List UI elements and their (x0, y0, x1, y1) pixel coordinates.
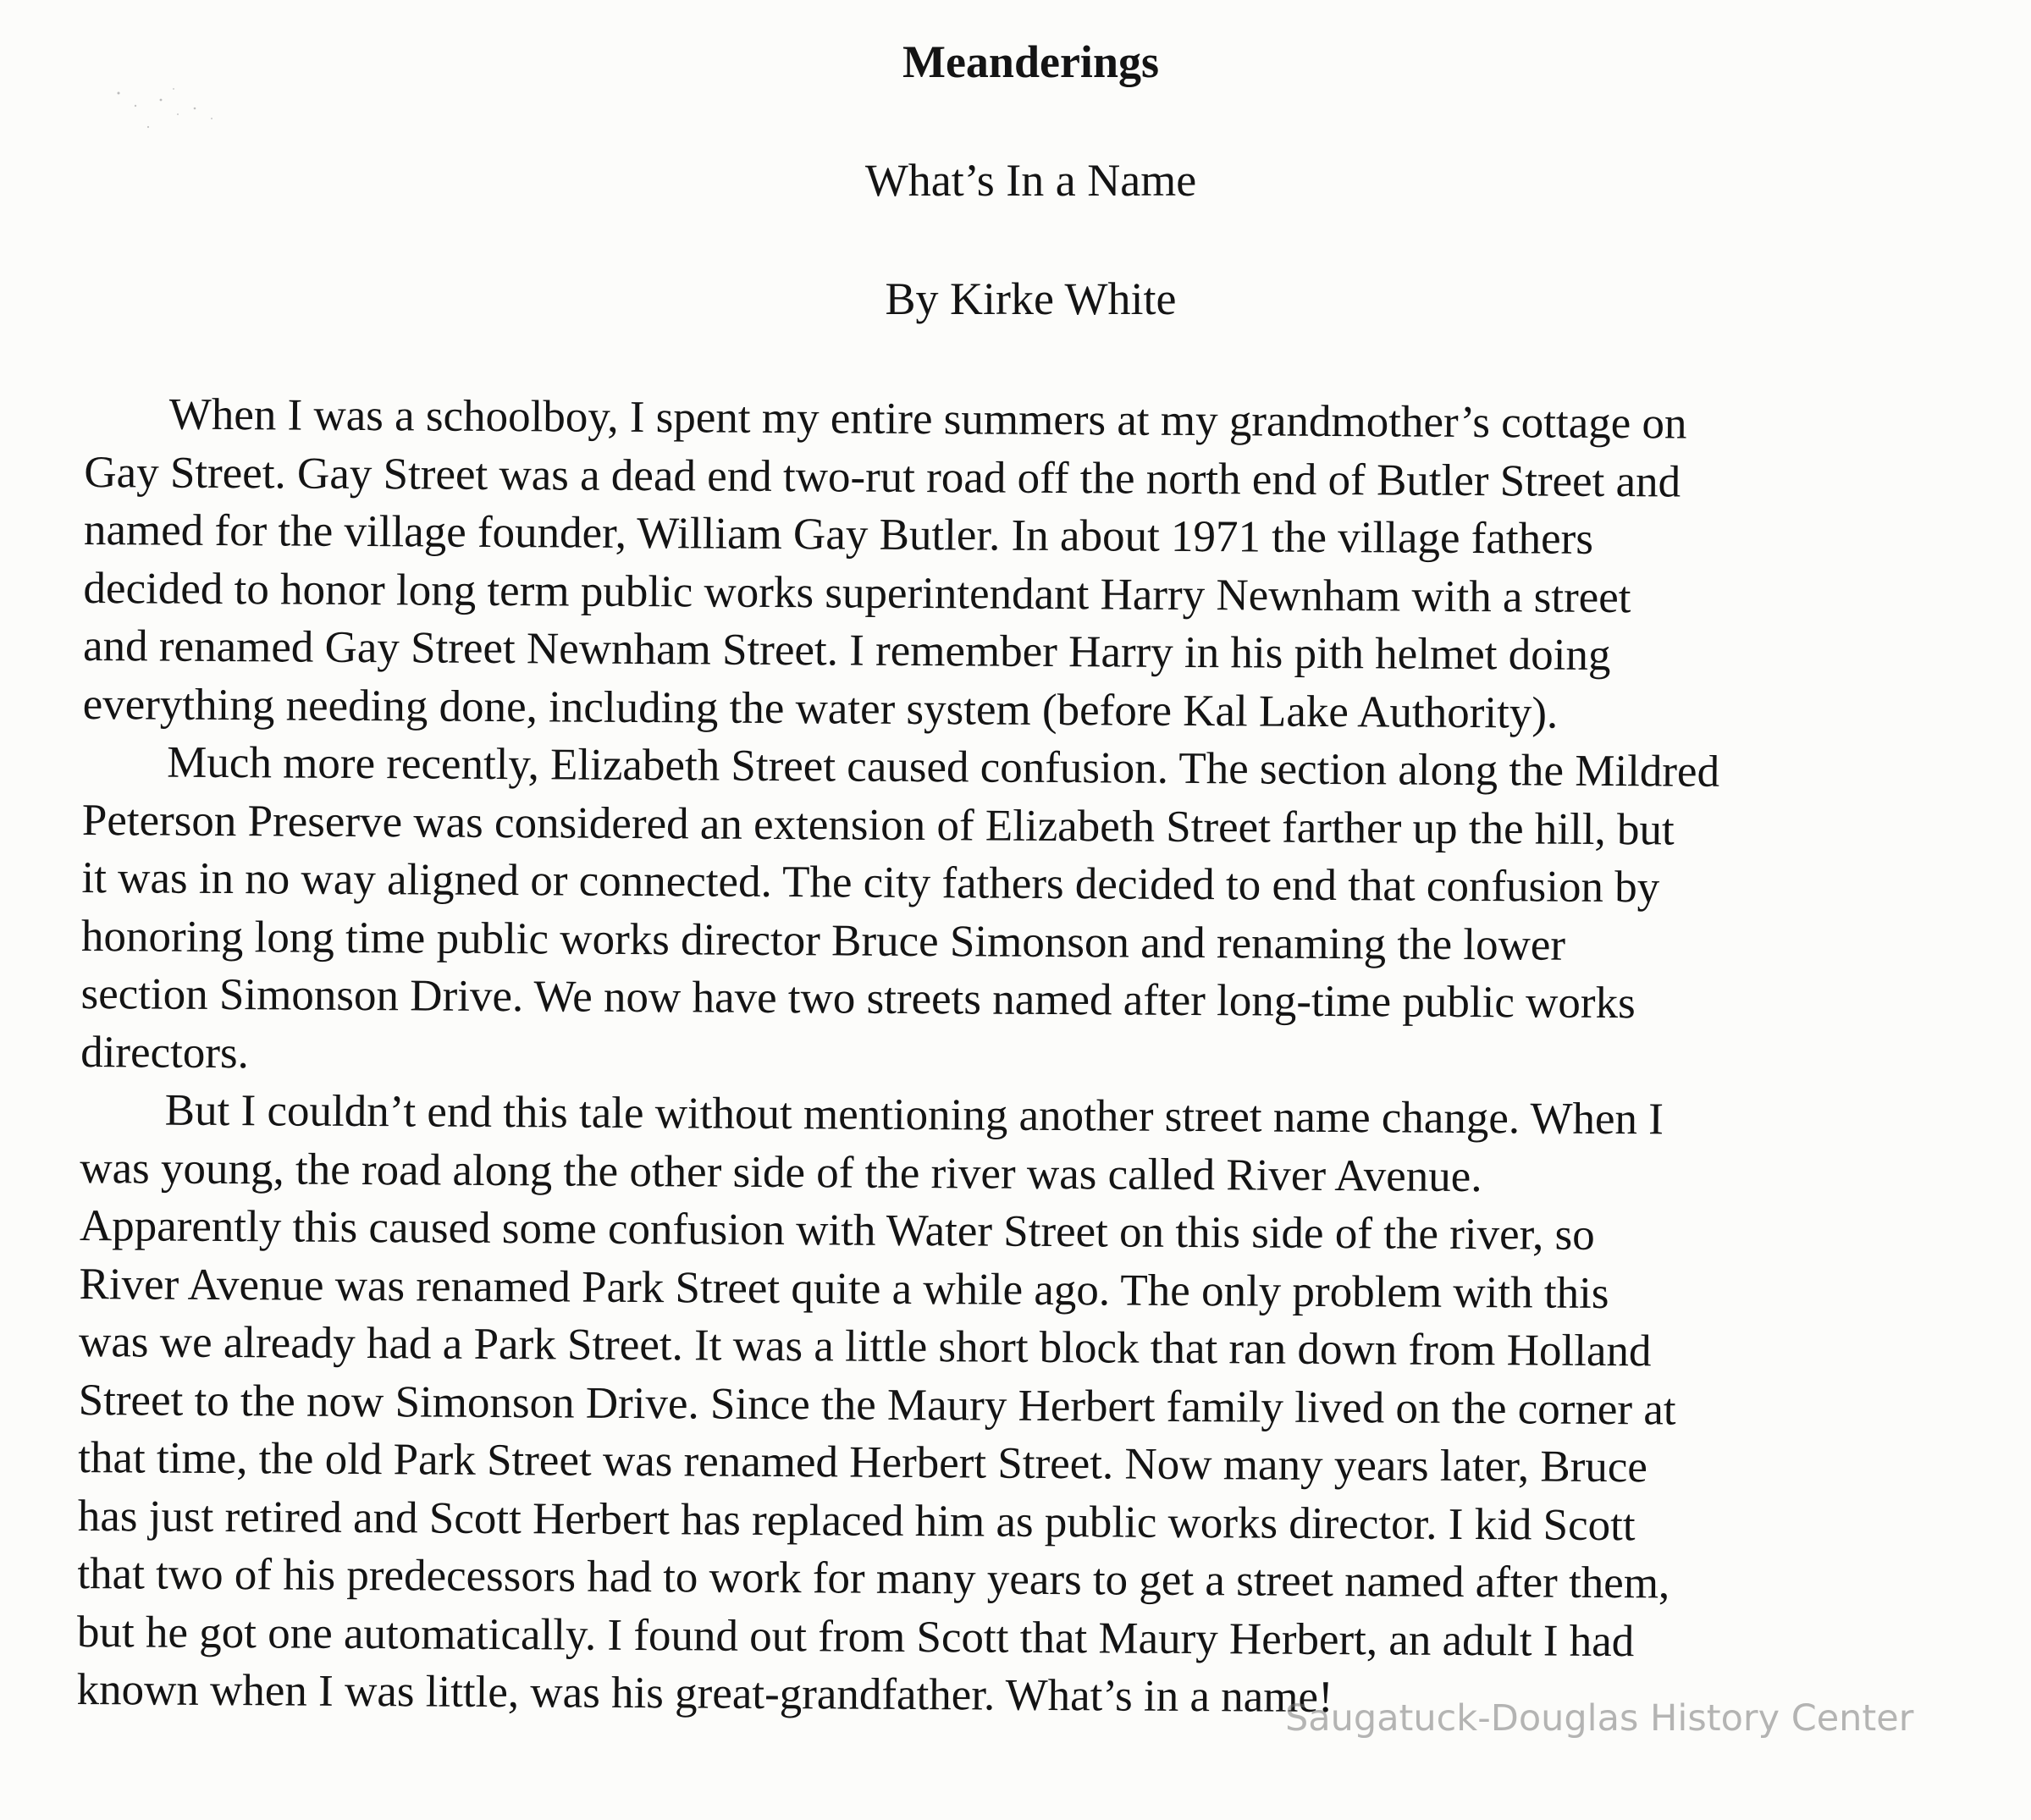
text-line: everything needing done, including the water system (before Kal Lake Authority). (82, 679, 1559, 738)
text-line: but he got one automatically. I found out from Scott that Maury Herbert, an adult I had (76, 1607, 1635, 1666)
text-line: When I was a schoolboy, I spent my entire summers at my grandmother’s cottage on (168, 389, 1687, 449)
text-line: has just retired and Scott Herbert has replaced him as public works director. I kid Scott (77, 1491, 1636, 1550)
document-byline: By Kirke White (885, 273, 1177, 324)
text-line: it was in no way aligned or connected. The city fathers decided to end that confusion by (81, 852, 1660, 913)
text-line: and renamed Gay Street Newnham Street. I remember Harry in his pith helmet doing (82, 620, 1611, 681)
text-line: Apparently this caused some confusion with Water Street on this side of the river, so (79, 1200, 1595, 1260)
text-line: Street to the now Simonson Drive. Since the Maury Herbert family lived on the corner at (78, 1375, 1676, 1435)
article-body (76, 385, 1947, 1730)
text-line: named for the village founder, William Gay Butler. In about 1971 the village fathers (83, 505, 1594, 564)
text-line: Gay Street. Gay Street was a dead end two-rut road off the north end of Butler Street and (84, 447, 1681, 507)
document-title: Meanderings (902, 36, 1159, 87)
paragraph-1 (82, 385, 1946, 744)
paragraph-3 (76, 1081, 1943, 1730)
text-line: known when I was little, was his great-grandfather. What’s in a name! (76, 1664, 1333, 1723)
text-line: But I couldn’t end this tale without mentioning another street name change. When I (164, 1085, 1664, 1144)
text-line: that time, the old Park Street was renamed Herbert Street. Now many years later, Bruce (78, 1432, 1648, 1492)
paragraph-2 (80, 733, 1945, 1092)
history-center-watermark: Saugatuck-Douglas History Center (1285, 1697, 1914, 1740)
text-line: was young, the road along the other side of the river was called River Avenue. (80, 1143, 1482, 1201)
text-line: that two of his predecessors had to work for many years to get a street named after them, (77, 1548, 1670, 1608)
text-line: Much more recently, Elizabeth Street caused confusion. The section along the Mildred (167, 737, 1720, 797)
text-line: River Avenue was renamed Park Street quite a while ago. The only problem with this (79, 1259, 1609, 1318)
text-line: directors. (80, 1027, 250, 1078)
document-subtitle: What’s In a Name (864, 155, 1197, 206)
text-line: honoring long time public works director Bruce Simonson and renaming the lower (80, 911, 1566, 970)
text-line: Peterson Preserve was considered an extension of Elizabeth Street farther up the hill, but (81, 795, 1675, 854)
text-line: was we already had a Park Street. It was a little short block that ran down from Holland (78, 1316, 1652, 1376)
text-line: section Simonson Drive. We now have two streets named after long-time public works (80, 968, 1636, 1029)
text-line: decided to honor long term public works superintendant Harry Newnham with a street (83, 563, 1631, 622)
